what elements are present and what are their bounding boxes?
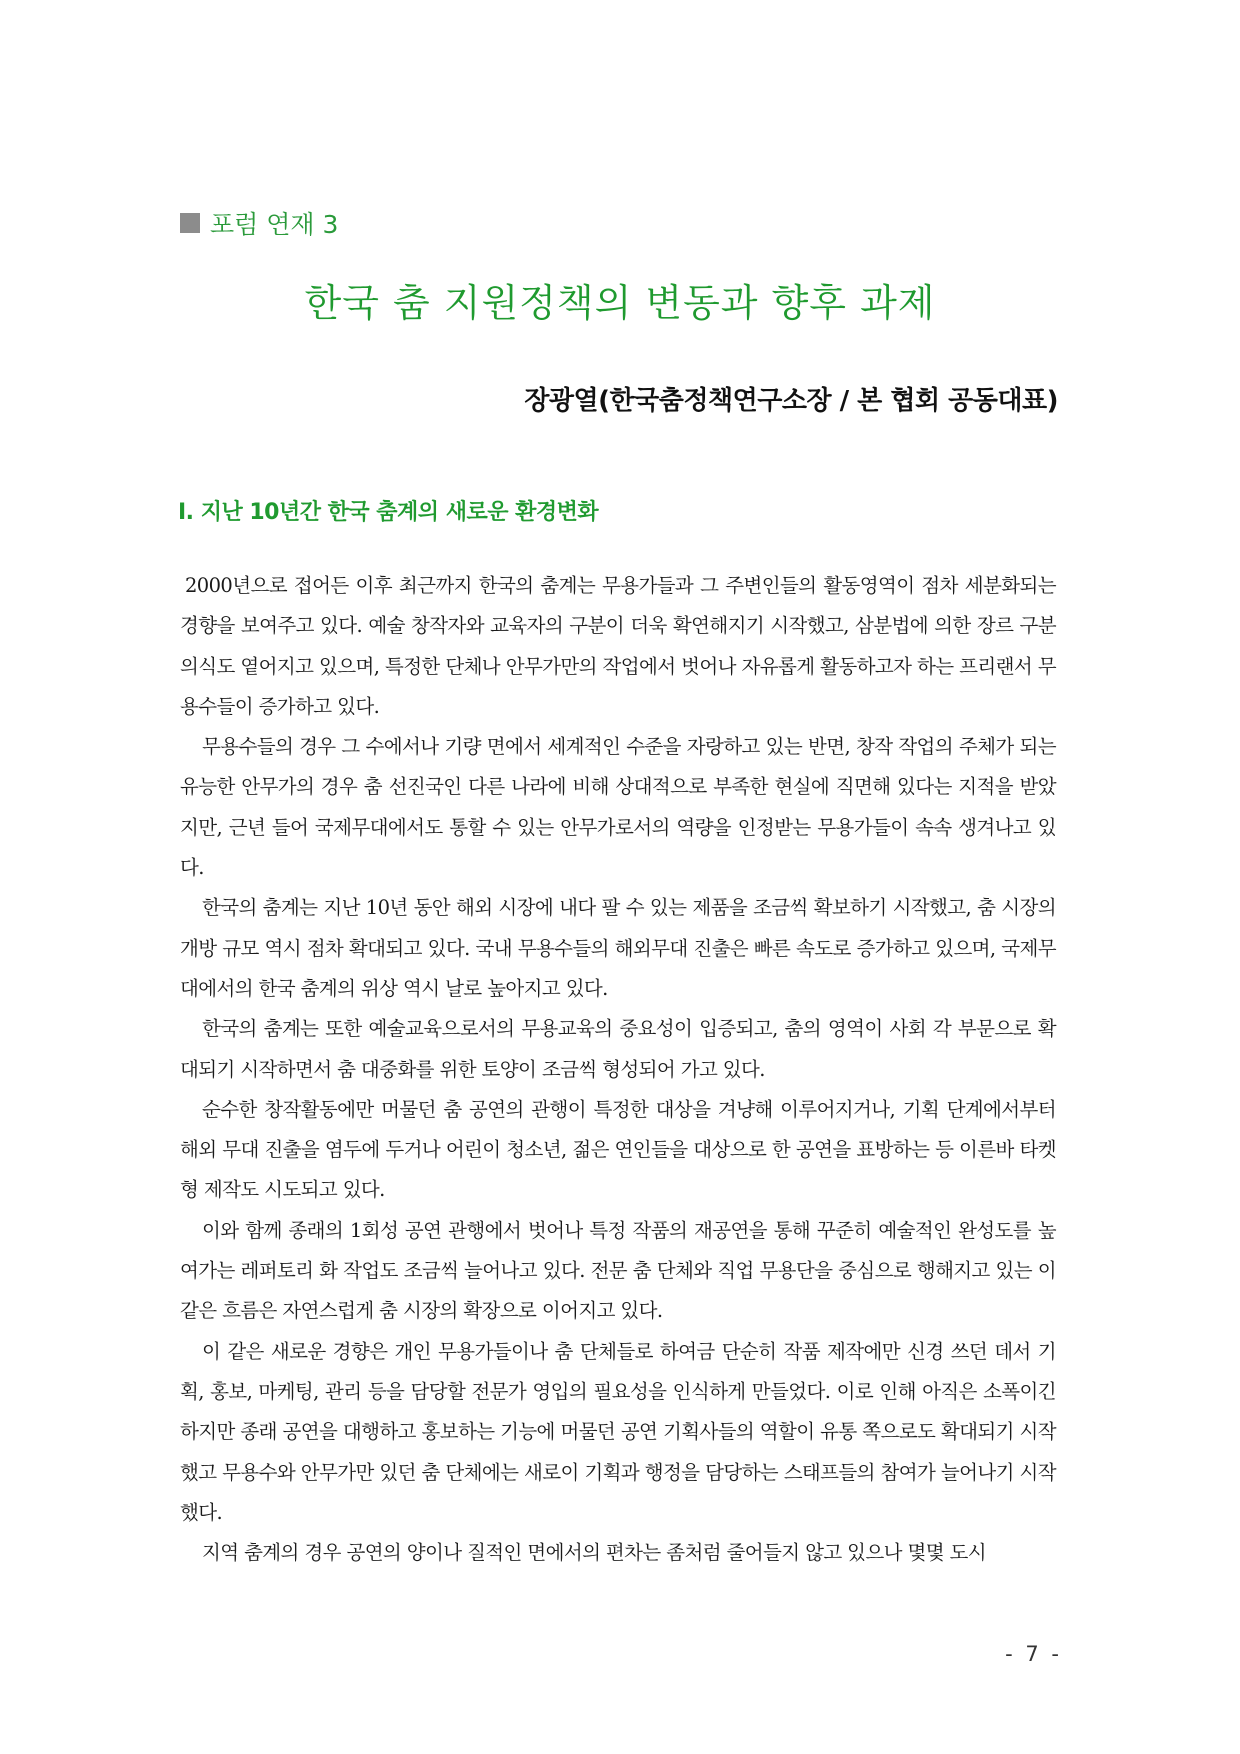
series-label-text: 포럼 연재 3 xyxy=(210,210,339,239)
square-bullet-icon xyxy=(180,213,200,233)
paragraph: 무용수들의 경우 그 수에서나 기량 면에서 세계적인 수준을 자랑하고 있는 반면, 창작 작업의 주체가 되는 유능한 안무가의 경우 춤 선진국인 다른 나라에 비해 상대적으로 부족한 현실에 직면해 있다는 지적을 받았지만, 근년 들어 국제무대에서도 통할 수 있는 안무가로서의 역량을 인정받는 무용가들이 속속 생겨나고 있다. xyxy=(180,735,1056,880)
page-number: - 7 - xyxy=(1005,1642,1062,1666)
section-heading: Ⅰ. 지난 10년간 한국 춤계의 새로운 환경변화 xyxy=(178,500,599,525)
paragraph: 이 같은 새로운 경향은 개인 무용가들이나 춤 단체들로 하여금 단순히 작품 제작에만 신경 쓰던 데서 기획, 홍보, 마케팅, 관리 등을 담당할 전문가 영입의 필요성을 인식하게 만들었다. 이로 인해 아직은 소폭이긴 하지만 종래 공연을 대행하고 홍보하는 기능에 머물던 공연 기획사들의 역할이 유통 쪽으로도 확대되기 시작했고 무용수와 안무가만 있던 춤 단체에는 새로이 기획과 행정을 담당하는 스태프들의 참여가 늘어나기 시작했다. xyxy=(180,1339,1056,1524)
article-title: 한국 춤 지원정책의 변동과 향후 과제 xyxy=(304,281,936,325)
paragraph: 2000년으로 접어든 이후 최근까지 한국의 춤계는 무용가들과 그 주변인들의 활동영역이 점차 세분화되는 경향을 보여주고 있다. 예술 창작자와 교육자의 구분이 더욱 확연해지기 시작했고, 삼분법에 의한 장르 구분 의식도 옅어지고 있으며, 특정한 단체나 안무가만의 작업에서 벗어나 자유롭게 활동하고자 하는 프리랜서 무용수들이 증가하고 있다. xyxy=(180,574,1056,718)
series-label xyxy=(180,205,338,241)
paragraph: 이와 함께 종래의 1회성 공연 관행에서 벗어나 특정 작품의 재공연을 통해 꾸준히 예술적인 완성도를 높여가는 레퍼토리 화 작업도 조금씩 늘어나고 있다. 전문 춤 단체와 직업 무용단을 중심으로 행해지고 있는 이 같은 흐름은 자연스럽게 춤 시장의 확장으로 이어지고 있다. xyxy=(180,1218,1056,1323)
article-body xyxy=(180,566,1056,1573)
paragraph: 한국의 춤계는 또한 예술교육으로서의 무용교육의 중요성이 입증되고, 춤의 영역이 사회 각 부문으로 확대되기 시작하면서 춤 대중화를 위한 토양이 조금씩 형성되어 가고 있다. xyxy=(180,1017,1056,1081)
paragraph: 한국의 춤계는 지난 10년 동안 해외 시장에 내다 팔 수 있는 제품을 조금씩 확보하기 시작했고, 춤 시장의 개방 규모 역시 점차 확대되고 있다. 국내 무용수들의 해외무대 진출은 빠른 속도로 증가하고 있으며, 국제무대에서의 한국 춤계의 위상 역시 날로 높아지고 있다. xyxy=(180,896,1056,1000)
author-line: 장광열(한국춤정책연구소장 / 본 협회 공동대표) xyxy=(524,386,1058,416)
paragraph: 지역 춤계의 경우 공연의 양이나 질적인 면에서의 편차는 좀처럼 줄어들지 않고 있으나 몇몇 도시 xyxy=(202,1541,987,1565)
paragraph: 순수한 창작활동에만 머물던 춤 공연의 관행이 특정한 대상을 겨냥해 이루어지거나, 기획 단계에서부터 해외 무대 진출을 염두에 두거나 어린이 청소년, 젊은 연인들을 대상으로 한 공연을 표방하는 등 이른바 타켓형 제작도 시도되고 있다. xyxy=(180,1097,1056,1202)
